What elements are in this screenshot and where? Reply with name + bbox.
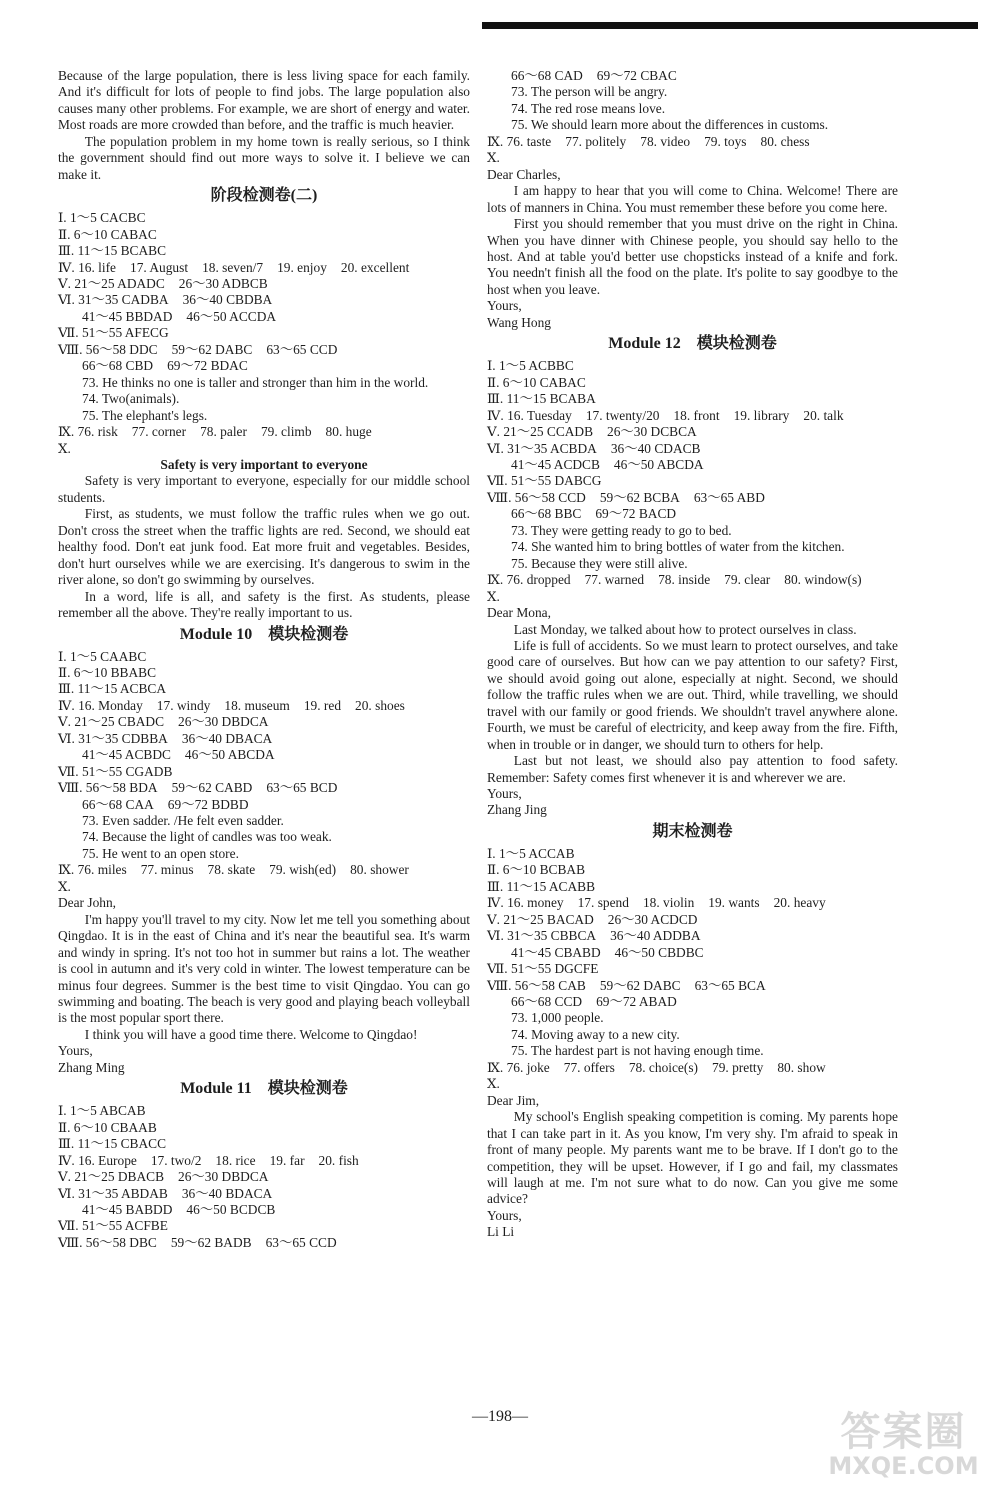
answer-item: 26～30 ADBCB: [178, 275, 268, 291]
answer-item: 26～30 DBDCA: [178, 714, 269, 730]
answer-item: Ⅰ. 1～5 ACBBC: [487, 358, 574, 374]
answer-item: Li Li: [487, 1224, 515, 1240]
answer-item: Ⅴ. 21～25 CCADB: [487, 424, 594, 440]
answer-item: 59～62 CABD: [171, 780, 253, 796]
answer-item: Zhang Ming: [58, 1059, 125, 1075]
answer-item: 17. spend: [577, 895, 629, 911]
left-column: [58, 68, 470, 1251]
answer-item: 79. clear: [724, 572, 771, 588]
answer-line: [487, 846, 898, 862]
answer-item: 75. Because they were still alive.: [511, 555, 688, 571]
section-heading: Module 12 模块检测卷: [608, 335, 777, 353]
answer-item: 78. inside: [658, 572, 711, 588]
text-paragraph: My school's English speaking competition is coming. My parents hope that I can take part in it. As you know, I'm very shy. I'm afraid to speak in front of many people. My parents want me to be brave. If I don't go to the competition, they will be upset. However, if I go and fail, my classmates will laugh at me. I'm not sure what to do now. Can you give me some advice?: [487, 1109, 898, 1207]
answer-item: 36～40 DBACA: [181, 730, 273, 746]
answer-item: 41～45 BABDD: [82, 1202, 173, 1217]
answer-line: [487, 879, 898, 895]
answer-item: Ⅱ. 6～10 CBAAB: [58, 1119, 157, 1135]
answer-item: Ⅲ. 11～15 BCABA: [487, 391, 596, 407]
answer-item: 46～50 BCDCB: [186, 1202, 276, 1217]
answer-line: [58, 391, 470, 407]
answer-item: 59～62 DABC: [171, 341, 253, 357]
answer-item: Yours,: [487, 786, 522, 802]
answer-item: Ⅷ. 56～58 DDC: [58, 341, 158, 357]
answer-item: 19. wants: [708, 895, 760, 911]
answer-item: 59～62 DABC: [599, 977, 681, 993]
answer-item: 75. The hardest part is not having enough time.: [511, 1043, 764, 1059]
right-column: [487, 68, 898, 1241]
answer-item: 59～62 BADB: [170, 1234, 252, 1250]
header-rule: [482, 18, 978, 34]
answer-line: [487, 1224, 898, 1240]
answer-item: 17. twenty/20: [585, 407, 660, 423]
answer-item: 77. politely: [565, 133, 627, 149]
answer-line: [58, 292, 470, 308]
answer-item: Ⅰ. 1～5 CACBC: [58, 210, 146, 226]
answer-item: 36～40 BDACA: [181, 1185, 273, 1201]
answer-item: 79. climb: [260, 424, 312, 440]
answer-item: 46～50 ABCDA: [613, 456, 704, 472]
answer-item: Ⅶ. 51～55 CGADB: [58, 763, 173, 779]
text-paragraph: I'm happy you'll travel to my city. Now let me tell you something about Qingdao. It is in the east of China and it's near the beautiful sea. It's warm and windy in spring. It's not too hot in summer but rains a lot. The weather is cool in autumn and it's very cold in winter. The lowest temperature can be minus four degrees. Summer is the best time to visit Qingdao. You can go swimming and boating. The beach is very good and playing beach volleyball is the most popular sport there.: [58, 911, 470, 1026]
answer-item: 77. corner: [131, 424, 187, 440]
answer-item: Ⅲ. 11～15 ACBCA: [58, 681, 167, 697]
answer-item: 18. seven/7: [202, 259, 264, 275]
answer-line: [58, 358, 470, 374]
answer-line: [487, 167, 898, 183]
answer-line: [487, 978, 898, 994]
answer-line: [58, 846, 470, 862]
answer-item: Yours,: [487, 1207, 522, 1223]
answer-line: [487, 473, 898, 489]
answer-item: 66～68 CBD: [82, 358, 154, 374]
answer-item: Dear Mona,: [487, 605, 551, 621]
answer-item: Dear Jim,: [487, 1092, 540, 1108]
answer-line: [487, 928, 898, 944]
answer-item: Ⅹ.: [487, 150, 500, 166]
answer-line: [58, 862, 470, 878]
answer-item: Ⅰ. 1～5 CAABC: [58, 648, 147, 664]
answer-line: [487, 134, 898, 150]
answer-item: 18. front: [673, 407, 720, 423]
answer-item: 36～40 CBDBA: [182, 292, 273, 308]
answer-item: 66～68 CAA: [82, 796, 154, 812]
answer-item: 18. violin: [642, 895, 695, 911]
answer-item: Ⅳ. 16. money: [487, 895, 564, 911]
answer-line: [58, 408, 470, 424]
answer-line: [487, 150, 898, 166]
text-paragraph: Last Monday, we talked about how to protect ourselves in class.: [513, 621, 857, 637]
answer-line: [487, 408, 898, 424]
answer-line: [487, 1010, 898, 1026]
answer-line: [58, 714, 470, 730]
answer-line: [487, 391, 898, 407]
answer-item: 74. Moving away to a new city.: [511, 1026, 680, 1042]
answer-item: 66～68 CAD: [511, 68, 583, 83]
answer-item: Ⅴ. 21～25 DBACB: [58, 1169, 165, 1185]
answer-item: 20. fish: [318, 1152, 359, 1168]
answer-item: 20. talk: [803, 407, 844, 423]
answer-item: 20. heavy: [773, 895, 826, 911]
text-paragraph: I think you will have a good time there. Welcome to Qingdao!: [84, 1026, 418, 1042]
answer-line: [58, 1120, 470, 1136]
answer-line: [487, 358, 898, 374]
answer-line: [487, 101, 898, 117]
answer-item: 26～30 DCBCA: [607, 424, 697, 440]
answer-item: 63～65 CCD: [266, 341, 338, 357]
answer-item: 41～45 ACDCB: [511, 456, 600, 472]
answer-line: [487, 1060, 898, 1076]
answer-line: [58, 1136, 470, 1152]
answer-item: 79. toys: [704, 133, 747, 149]
answer-item: 20. excellent: [340, 259, 410, 275]
text-paragraph: Last but not least, we should also pay attention to food safety. Remember: Safety comes first whenever it is and wherever we are.: [487, 753, 898, 785]
answer-line: [58, 243, 470, 259]
answer-line: [487, 572, 898, 588]
watermark-logo: [816, 1400, 991, 1488]
answer-item: Ⅹ.: [58, 440, 71, 456]
answer-item: 79. pretty: [712, 1059, 764, 1075]
answer-line: [487, 556, 898, 572]
answer-line: [58, 1043, 470, 1059]
answer-item: 19. library: [733, 407, 790, 423]
answer-line: [58, 879, 470, 895]
answer-item: Ⅲ. 11～15 BCABC: [58, 243, 167, 259]
section-heading: Module 10 模块检测卷: [179, 625, 349, 643]
answer-line: [487, 457, 898, 473]
answer-line: [487, 506, 898, 522]
answer-item: Ⅳ. 16. Tuesday: [487, 407, 572, 423]
answer-item: 36～40 CDACB: [610, 440, 701, 456]
answer-item: Ⅹ.: [487, 1076, 500, 1092]
answer-item: Ⅱ. 6～10 CABAC: [58, 226, 157, 242]
answer-line: [487, 441, 898, 457]
answer-line: [487, 375, 898, 391]
answer-item: 19. enjoy: [277, 259, 327, 275]
answer-item: 18. museum: [224, 697, 290, 713]
answer-item: 46～50 ABCDA: [184, 747, 275, 763]
page-number: —198—: [472, 1408, 528, 1425]
answer-line: [487, 424, 898, 440]
answer-line: [487, 862, 898, 878]
answer-item: Ⅶ. 51～55 DGCFE: [487, 961, 599, 977]
answer-item: 69～72 BDBD: [167, 796, 249, 812]
answer-line: [487, 912, 898, 928]
answer-line: [58, 780, 470, 796]
answer-item: Ⅵ. 31～35 ABDAB: [58, 1185, 168, 1201]
text-paragraph: Life is full of accidents. So we must learn to protect ourselves, and take good care of ourselves. But how can we pay attention to our safety? First, we should avoid going out alone, especially at night. Second, we should follow the traffic rules when we are out. Third, while travelling, we should travel with our family or good friends. We shouldn't travel anywhere alone. Fourth, we must be careful of electricity, and keep away from the fire. Fifth, when in trouble or in danger, we should turn to others for help.: [487, 637, 898, 752]
answer-item: Ⅶ. 51～55 DABCG: [487, 473, 602, 489]
answer-item: Ⅸ. 76. miles: [58, 862, 127, 878]
answer-item: 80. window(s): [784, 572, 862, 588]
answer-item: 17. two/2: [150, 1152, 202, 1168]
answer-item: 17. August: [130, 259, 189, 275]
answer-item: 80. show: [777, 1059, 826, 1075]
answer-line: [487, 1093, 898, 1109]
answer-item: 41～45 BBDAD: [82, 308, 173, 324]
answer-line: [487, 490, 898, 506]
text-paragraph: 74. She wanted him to bring bottles of water from the kitchen.: [511, 539, 845, 555]
answer-item: Yours,: [58, 1043, 93, 1059]
text-paragraph: First you should remember that you must drive on the right in China. When you have dinner with Chinese people, you should say hello to the host. And at table you'd better use chopsticks instead of a knife and fork. You needn't finish all the food on the plate. It's polite to say goodbye to the host when you leave.: [487, 216, 898, 297]
answer-item: Dear Charles,: [487, 166, 561, 182]
answer-item: 66～68 BBC: [511, 506, 582, 522]
answer-item: 26～30 DBDCA: [178, 1169, 269, 1185]
answer-line: [58, 797, 470, 813]
answer-line: [487, 589, 898, 605]
answer-line: [487, 298, 898, 314]
answer-item: 74. Two(animals).: [82, 391, 180, 407]
answer-item: Ⅳ. 16. life: [58, 259, 117, 275]
answer-item: Ⅷ. 56～58 CCD: [487, 489, 586, 505]
answer-item: Ⅵ. 31～35 CBBCA: [487, 928, 597, 944]
answer-line: [487, 802, 898, 818]
text-paragraph: In a word, life is all, and safety is the first. As students, please remember all the above. They're really important to us.: [58, 588, 470, 621]
answer-line: [58, 227, 470, 243]
answer-item: 80. shower: [350, 862, 409, 878]
answer-line: [487, 315, 898, 331]
answer-line: [487, 523, 898, 539]
answer-item: 41～45 ACBDC: [82, 747, 171, 763]
answer-line: [58, 665, 470, 681]
answer-item: Yours,: [487, 298, 522, 314]
answer-item: Ⅱ. 6～10 CABAC: [487, 374, 586, 390]
text-paragraph: First, as students, we must follow the traffic rules when we go out. Don't cross the street when the traffic lights are red. Second, we should eat healthy food. Don't eat junk food. Eat more fruit and vegetables. Besides, don't hurt ourselves while we are exercising. It's dangerous to swim in the river alone, so don't go swimming by ourselves.: [58, 506, 470, 588]
answer-item: 75. We should learn more about the differences in customs.: [511, 117, 829, 133]
answer-item: 26～30 ACDCD: [607, 911, 698, 927]
section-heading: 期末检测卷: [652, 822, 733, 840]
answer-line: [58, 424, 470, 440]
answer-item: Ⅷ. 56～58 DBC: [58, 1234, 157, 1250]
answer-line: [487, 994, 898, 1010]
answer-line: [58, 342, 470, 358]
answer-item: 74. The red rose means love.: [511, 100, 666, 116]
answer-item: Dear John,: [58, 895, 117, 911]
answer-item: Ⅲ. 11～15 CBACC: [58, 1136, 167, 1152]
text-paragraph: 73. He thinks no one is taller and stronger than him in the world.: [82, 374, 429, 390]
answer-item: 79. wish(ed): [269, 862, 337, 878]
answer-item: 69～72 BACD: [595, 506, 677, 522]
answer-line: [487, 68, 898, 84]
answer-item: Ⅴ. 21～25 CBADC: [58, 714, 165, 730]
answer-item: 78. choice(s): [628, 1059, 699, 1075]
answer-item: Ⅰ. 1～5 ACCAB: [487, 845, 575, 861]
answer-line: [58, 747, 470, 763]
answer-item: Ⅹ.: [487, 588, 500, 604]
answer-item: Ⅴ. 21～25 ADADC: [58, 275, 165, 291]
answer-item: 75. The elephant's legs.: [82, 407, 208, 423]
answer-item: Ⅶ. 51～55 ACFBE: [58, 1218, 168, 1234]
answer-item: 77. offers: [563, 1059, 615, 1075]
answer-line: [58, 325, 470, 341]
section-heading: 阶段检测卷(二): [210, 187, 318, 205]
answer-item: 78. video: [640, 133, 691, 149]
answer-line: [58, 813, 470, 829]
answer-line: [58, 681, 470, 697]
answer-item: Ⅰ. 1～5 ABCAB: [58, 1103, 146, 1119]
answer-item: 46～50 ACCDA: [186, 308, 277, 324]
answer-line: [58, 829, 470, 845]
answer-item: 36～40 ADDBA: [610, 928, 701, 944]
section-heading: Module 11 模块检测卷: [180, 1080, 348, 1098]
answer-line: [487, 961, 898, 977]
answer-item: 78. paler: [200, 424, 247, 440]
answer-item: Ⅸ. 76. risk: [58, 424, 118, 440]
answer-line: [58, 309, 470, 325]
answer-line: [487, 945, 898, 961]
answer-item: 63～65 CCD: [265, 1234, 337, 1250]
answer-item: 78. skate: [207, 862, 256, 878]
answer-item: 74. Because the light of candles was too weak.: [82, 829, 332, 845]
answer-item: Ⅸ. 76. taste: [487, 133, 552, 149]
answer-item: 59～62 BCBA: [599, 489, 680, 505]
answer-line: [58, 1218, 470, 1234]
answer-line: [487, 605, 898, 621]
answer-item: Ⅱ. 6～10 BCBAB: [487, 862, 586, 878]
answer-item: 80. huge: [325, 424, 372, 440]
answer-line: [487, 1043, 898, 1059]
answer-item: 77. warned: [584, 572, 645, 588]
answer-item: 73. The person will be angry.: [511, 84, 668, 100]
answer-line: [58, 441, 470, 457]
answer-item: 75. He went to an open store.: [82, 845, 239, 861]
answer-item: Ⅲ. 11～15 ACABB: [487, 878, 596, 894]
answer-item: 80. chess: [760, 133, 810, 149]
answer-line: [58, 764, 470, 780]
answer-line: [487, 1208, 898, 1224]
answer-line: [487, 84, 898, 100]
answer-line: [58, 276, 470, 292]
answer-item: 77. minus: [140, 862, 194, 878]
answer-item: Ⅴ. 21～25 BACAD: [487, 911, 594, 927]
answer-item: Ⅷ. 56～58 CAB: [487, 977, 586, 993]
answer-item: Ⅹ.: [58, 878, 71, 894]
answer-item: 19. red: [303, 697, 342, 713]
answer-line: [487, 786, 898, 802]
answer-line: [58, 1060, 470, 1076]
answer-item: 69～72 ABAD: [596, 994, 677, 1010]
answer-line: [487, 895, 898, 911]
answer-line: [58, 698, 470, 714]
answer-line: [58, 1186, 470, 1202]
text-paragraph: Safety is very important to everyone, especially for our middle school students.: [58, 473, 470, 505]
answer-line: [58, 649, 470, 665]
answer-line: [58, 1169, 470, 1185]
answer-item: Ⅵ. 31～35 CDBBA: [58, 730, 168, 746]
text-paragraph: The population problem in my home town is really serious, so I think the government should find out more ways to solve it. I believe we can make it.: [58, 133, 470, 182]
answer-line: [487, 1076, 898, 1092]
answer-line: [58, 731, 470, 747]
answer-item: 73. 1,000 people.: [511, 1010, 604, 1026]
answer-item: 63～65 BCA: [694, 977, 766, 993]
answer-line: [58, 1103, 470, 1119]
answer-item: Ⅶ. 51～55 AFECG: [58, 325, 169, 341]
answer-item: Ⅸ. 76. joke: [487, 1059, 550, 1075]
answer-line: [58, 260, 470, 276]
text-paragraph: I am happy to hear that you will come to China. Welcome! There are lots of manners in China. You must remember these before you come here.: [487, 183, 898, 215]
answer-item: 19. far: [269, 1152, 305, 1168]
answer-item: 18. rice: [215, 1152, 256, 1168]
essay-title: Safety is very important to everyone: [160, 456, 368, 472]
answer-item: 63～65 ABD: [693, 489, 765, 505]
answer-item: 46～50 CBDBC: [614, 944, 704, 960]
answer-item: 20. shoes: [355, 697, 405, 713]
answer-item: Ⅸ. 76. dropped: [487, 572, 571, 588]
answer-item: 73. They were getting ready to go to bed.: [511, 522, 732, 538]
text-paragraph: Because of the large population, there is less living space for each family. And it's difficult for lots of people to find jobs. The large population also causes many other problems. For example, we are short of energy and water. Most roads are more crowded than before, and the traffic is much heavier.: [58, 68, 470, 133]
answer-line: [487, 117, 898, 133]
watermark-main: 答案圈: [840, 1409, 967, 1455]
answer-item: Ⅵ. 31～35 ACBDA: [487, 440, 597, 456]
answer-item: 69～72 BDAC: [167, 358, 248, 374]
answer-item: 63～65 BCD: [266, 780, 338, 796]
answer-line: [58, 1202, 470, 1218]
answer-item: 66～68 CCD: [511, 994, 583, 1010]
answer-item: 73. Even sadder. /He felt even sadder.: [82, 813, 284, 829]
answer-line: [58, 895, 470, 911]
answer-item: Wang Hong: [487, 314, 552, 330]
answer-item: 17. windy: [156, 697, 211, 713]
answer-item: Ⅳ. 16. Monday: [58, 697, 143, 713]
answer-item: Ⅵ. 31～35 CADBA: [58, 292, 169, 308]
answer-line: [58, 210, 470, 226]
watermark-site: MXQE.COM: [828, 1452, 979, 1480]
answer-item: Zhang Jing: [487, 802, 547, 818]
answer-item: Ⅱ. 6～10 BBABC: [58, 664, 157, 680]
answer-item: Ⅷ. 56～58 BDA: [58, 780, 158, 796]
answer-item: 69～72 CBAC: [596, 68, 677, 83]
answer-item: 41～45 CBABD: [511, 944, 601, 960]
answer-line: [58, 1153, 470, 1169]
answer-line: [487, 1027, 898, 1043]
answer-line: [58, 1235, 470, 1251]
answer-item: Ⅳ. 16. Europe: [58, 1152, 137, 1168]
